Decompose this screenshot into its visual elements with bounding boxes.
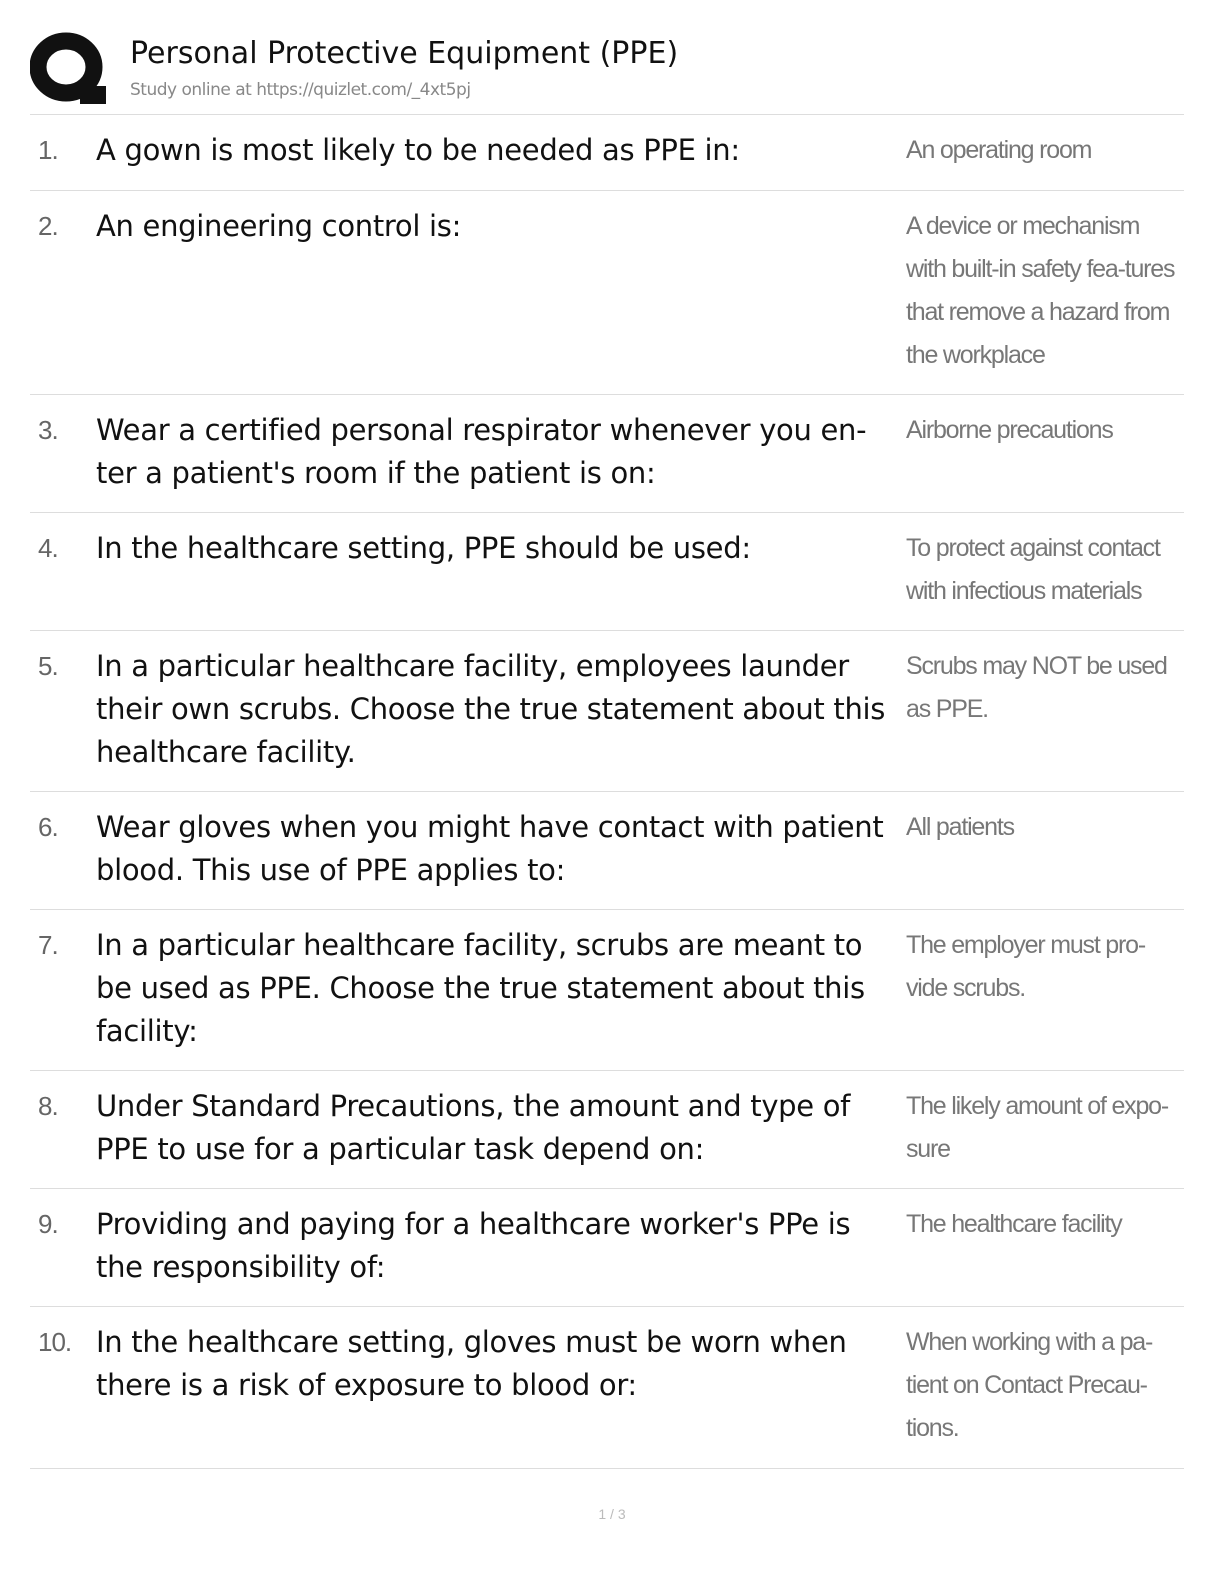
item-question: Wear gloves when you might have contact with patient blood. This use of PPE applies to: xyxy=(96,810,884,887)
page-header xyxy=(30,30,1180,112)
item-answer: A device or mechanism with built-in safety fea-tures that remove a hazard from the workplace xyxy=(906,212,1175,369)
list-item xyxy=(30,513,1184,631)
item-question: Wear a certified personal respirator whenever you en-ter a patient's room if the patient is on: xyxy=(96,413,867,490)
item-number: 3. xyxy=(38,415,58,445)
item-number: 7. xyxy=(38,930,58,960)
item-question: In a particular healthcare facility, scrubs are meant to be used as PPE. Choose the true statement about this facility: xyxy=(96,928,865,1048)
list-item xyxy=(30,792,1184,910)
item-question: In the healthcare setting, PPE should be used: xyxy=(96,531,751,565)
item-number: 4. xyxy=(38,533,58,563)
list-item xyxy=(30,1189,1184,1307)
page-title: Personal Protective Equipment (PPE) xyxy=(130,36,679,71)
flashcard-list xyxy=(30,114,1184,1469)
item-answer: An operating room xyxy=(906,136,1092,164)
item-question: Under Standard Precautions, the amount and type of PPE to use for a particular task depend on: xyxy=(96,1089,851,1166)
quizlet-q-logo-icon xyxy=(30,30,110,108)
item-answer: The employer must pro-vide scrubs. xyxy=(906,931,1145,1002)
list-item xyxy=(30,395,1184,513)
list-item xyxy=(30,191,1184,395)
item-number: 10. xyxy=(38,1327,72,1357)
item-answer: Scrubs may NOT be used as PPE. xyxy=(906,652,1167,723)
item-answer: When working with a pa-tient on Contact Precau-tions. xyxy=(906,1328,1153,1442)
list-item xyxy=(30,115,1184,191)
item-answer: The likely amount of expo-sure xyxy=(906,1092,1169,1163)
item-number: 2. xyxy=(38,211,58,241)
list-item xyxy=(30,631,1184,792)
list-item xyxy=(30,1307,1184,1469)
item-question: In the healthcare setting, gloves must be worn when there is a risk of exposure to blood or: xyxy=(96,1325,847,1402)
item-number: 6. xyxy=(38,812,58,842)
item-number: 9. xyxy=(38,1209,58,1239)
item-answer: To protect against contact with infectious materials xyxy=(906,534,1160,605)
item-question: An engineering control is: xyxy=(96,209,462,243)
page-number: 1 / 3 xyxy=(598,1506,626,1522)
list-item xyxy=(30,1071,1184,1189)
list-item xyxy=(30,910,1184,1071)
item-question: In a particular healthcare facility, employees launder their own scrubs. Choose the true statement about this healthcare facility. xyxy=(96,649,886,769)
item-number: 1. xyxy=(38,135,58,165)
item-number: 8. xyxy=(38,1091,58,1121)
item-answer: All patients xyxy=(906,813,1014,841)
item-question: Providing and paying for a healthcare worker's PPe is the responsibility of: xyxy=(96,1207,851,1284)
item-answer: Airborne precautions xyxy=(906,416,1113,444)
item-answer: The healthcare facility xyxy=(906,1210,1122,1238)
item-number: 5. xyxy=(38,651,58,681)
item-question: A gown is most likely to be needed as PPE in: xyxy=(96,133,740,167)
study-online-link[interactable]: Study online at https://quizlet.com/_4xt5pj xyxy=(130,80,471,100)
